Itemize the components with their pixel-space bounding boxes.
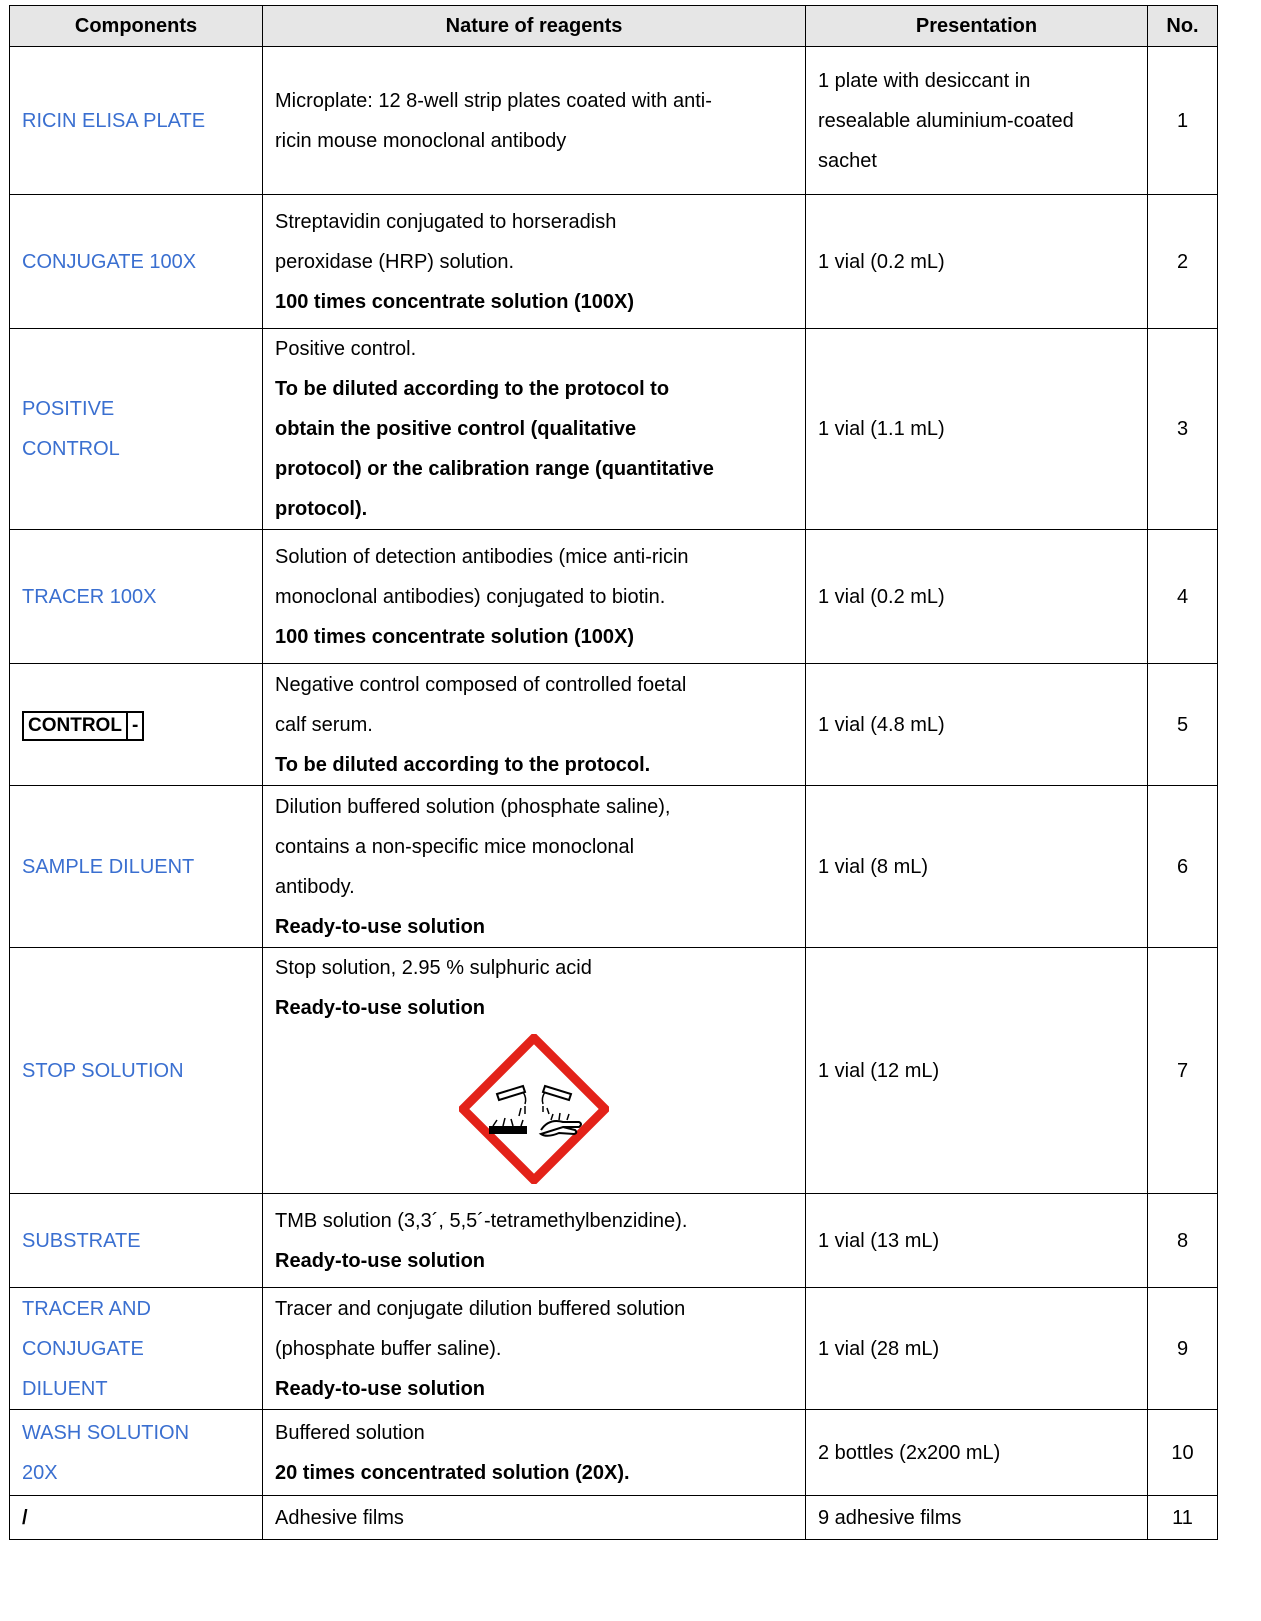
nature-cell: Adhesive films: [263, 1496, 806, 1540]
nature-text: TMB solution (3,3´, 5,5´-tetramethylbenzidine).: [275, 1209, 688, 1232]
nature-emphasis: 100 times concentrate solution (100X): [275, 625, 635, 648]
presentation-cell: 1 vial (12 mL): [806, 948, 1148, 1194]
nature-emphasis: obtain the positive control (qualitative: [275, 418, 637, 440]
nature-text: Streptavidin conjugated to horseradish: [275, 210, 617, 233]
nature-emphasis: To be diluted according to the protocol.: [275, 753, 651, 776]
control-label: CONTROL: [28, 714, 122, 736]
table-row: [10, 1496, 1218, 1540]
nature-text: Solution of detection antibodies (mice anti-ricin: [275, 545, 689, 568]
nature-cell: [263, 1288, 806, 1410]
header-row: [10, 6, 1218, 47]
presentation-cell: 1 vial (4.8 mL): [806, 664, 1148, 786]
table-row: [10, 47, 1218, 195]
component-name[interactable]: [10, 1410, 263, 1496]
table-row: [10, 786, 1218, 948]
table-row: [10, 1194, 1218, 1288]
presentation-cell: 1 vial (8 mL): [806, 786, 1148, 948]
table-row: [10, 530, 1218, 664]
nature-cell: [263, 47, 806, 195]
nature-text: monoclonal antibodies) conjugated to biotin.: [275, 585, 666, 608]
item-number: 8: [1148, 1194, 1218, 1288]
presentation-cell: 9 adhesive films: [806, 1496, 1148, 1540]
item-number: 4: [1148, 530, 1218, 664]
nature-emphasis: Ready-to-use solution: [275, 1249, 486, 1272]
presentation-text: sachet: [818, 149, 877, 172]
presentation-cell: 1 vial (0.2 mL): [806, 530, 1148, 664]
item-number: 10: [1148, 1410, 1218, 1496]
nature-text: Tracer and conjugate dilution buffered solution: [275, 1297, 686, 1320]
table-row: [10, 329, 1218, 530]
nature-emphasis: Ready-to-use solution: [275, 1377, 486, 1400]
nature-cell: [263, 530, 806, 664]
component-name[interactable]: SAMPLE DILUENT: [10, 786, 263, 948]
item-number: 7: [1148, 948, 1218, 1194]
nature-text: contains a non-specific mice monoclonal: [275, 835, 635, 858]
nature-cell: [263, 1410, 806, 1496]
nature-cell: [263, 786, 806, 948]
nature-text: antibody.: [275, 875, 355, 898]
table-row: [10, 948, 1218, 1194]
table-row: [10, 195, 1218, 329]
header-presentation: Presentation: [806, 6, 1148, 47]
nature-cell: [263, 1194, 806, 1288]
presentation-cell: 1 vial (13 mL): [806, 1194, 1148, 1288]
nature-text: Buffered solution: [275, 1421, 425, 1444]
item-number: 9: [1148, 1288, 1218, 1410]
presentation-text: 1 plate with desiccant in: [818, 69, 1031, 92]
item-number: 6: [1148, 786, 1218, 948]
nature-text: Negative control composed of controlled foetal: [275, 673, 687, 696]
presentation-cell: 1 vial (28 mL): [806, 1288, 1148, 1410]
item-number: 11: [1148, 1496, 1218, 1540]
nature-text: peroxidase (HRP) solution.: [275, 250, 514, 273]
nature-cell: [263, 329, 806, 530]
component-name: /: [10, 1496, 263, 1540]
nature-emphasis: 100 times concentrate solution (100X): [275, 290, 635, 313]
nature-cell: [263, 948, 806, 1194]
nature-cell: [263, 664, 806, 786]
component-name-line: POSITIVE: [22, 398, 115, 420]
component-name-line: TRACER AND: [22, 1297, 151, 1320]
component-name[interactable]: CONJUGATE 100X: [10, 195, 263, 329]
component-name[interactable]: [10, 329, 263, 530]
header-components: Components: [10, 6, 263, 47]
component-name-line: 20X: [22, 1461, 58, 1484]
item-number: 3: [1148, 329, 1218, 530]
nature-emphasis: Ready-to-use solution: [275, 997, 486, 1019]
component-name[interactable]: [10, 1288, 263, 1410]
nature-text: ricin mouse monoclonal antibody: [275, 129, 567, 152]
nature-text: Positive control.: [275, 338, 417, 360]
item-number: 2: [1148, 195, 1218, 329]
table-row: [10, 1288, 1218, 1410]
item-number: 1: [1148, 47, 1218, 195]
presentation-cell: [806, 47, 1148, 195]
component-symbol-cell[interactable]: [10, 664, 263, 786]
nature-cell: [263, 195, 806, 329]
component-name[interactable]: STOP SOLUTION: [10, 948, 263, 1194]
component-name[interactable]: TRACER 100X: [10, 530, 263, 664]
presentation-cell: 1 vial (0.2 mL): [806, 195, 1148, 329]
minus-sign: -: [126, 713, 142, 739]
nature-text: (phosphate buffer saline).: [275, 1337, 502, 1360]
nature-emphasis: Ready-to-use solution: [275, 915, 486, 938]
table-row: [10, 1410, 1218, 1496]
item-number: 5: [1148, 664, 1218, 786]
table-row: [10, 664, 1218, 786]
nature-text: calf serum.: [275, 713, 373, 736]
presentation-cell: 1 vial (1.1 mL): [806, 329, 1148, 530]
header-nature: Nature of reagents: [263, 6, 806, 47]
component-name-line: CONTROL: [22, 438, 120, 460]
component-name[interactable]: RICIN ELISA PLATE: [10, 47, 263, 195]
header-number: No.: [1148, 6, 1218, 47]
presentation-text: resealable aluminium-coated: [818, 109, 1074, 132]
nature-text: Dilution buffered solution (phosphate saline),: [275, 795, 671, 818]
nature-text: Microplate: 12 8-well strip plates coated with anti-: [275, 89, 712, 112]
nature-text: Stop solution, 2.95 % sulphuric acid: [275, 957, 592, 979]
component-name[interactable]: SUBSTRATE: [10, 1194, 263, 1288]
nature-emphasis: protocol) or the calibration range (quantitative: [275, 458, 714, 480]
component-name-line: CONJUGATE: [22, 1337, 144, 1360]
negative-control-symbol: [22, 711, 144, 741]
component-name-line: DILUENT: [22, 1377, 108, 1400]
nature-emphasis: To be diluted according to the protocol to: [275, 378, 670, 400]
nature-emphasis: protocol).: [275, 498, 368, 520]
nature-emphasis: 20 times concentrated solution (20X).: [275, 1461, 630, 1484]
component-name-line: WASH SOLUTION: [22, 1421, 190, 1444]
corrosive-hazard-icon: [459, 1034, 609, 1184]
reagents-table: [9, 5, 1218, 1540]
presentation-cell: 2 bottles (2x200 mL): [806, 1410, 1148, 1496]
